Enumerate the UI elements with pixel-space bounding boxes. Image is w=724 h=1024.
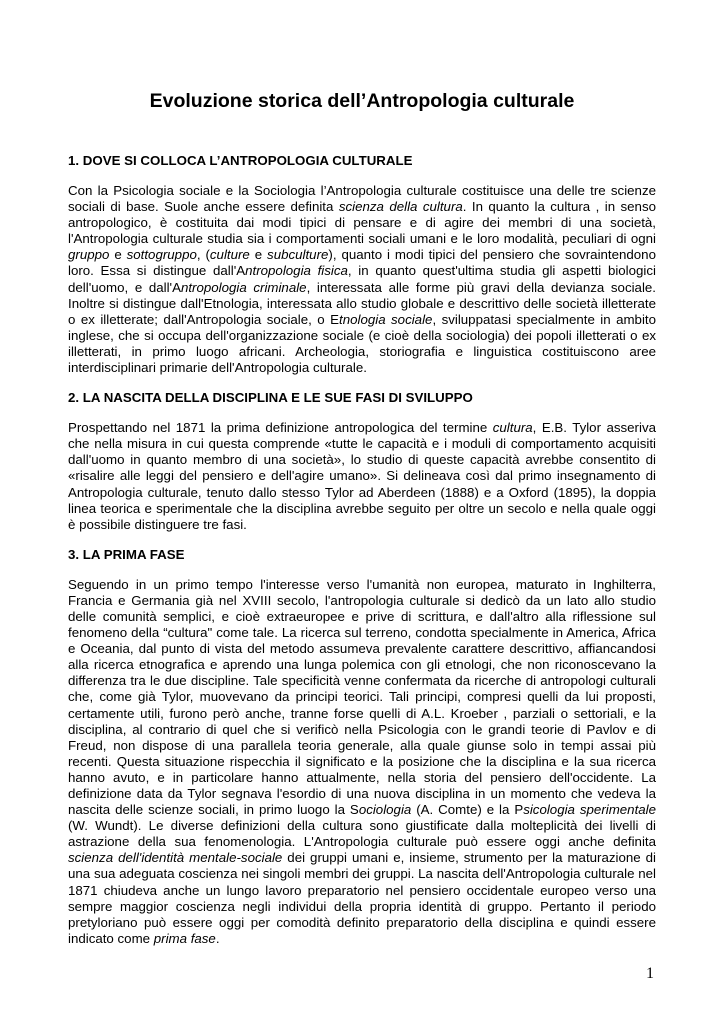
section-paragraph-1 xyxy=(68,183,656,376)
italic-text-run: culture xyxy=(209,247,250,263)
text-run: . xyxy=(215,930,220,946)
text-run: . In quanto la cultura , in senso antropologico, è costituita dai modi tipici di pensare e di agire dei membri di una società, l'Antropologia culturale studia sia i comportamenti sociali umani e le loro modalità, peculiari di ogni xyxy=(68,199,656,247)
section-paragraph-3 xyxy=(68,577,656,947)
text-run: e xyxy=(249,247,268,263)
section-heading-2: 2. LA NASCITA DELLA DISCIPLINA E LE SUE FASI DI SVILUPPO xyxy=(68,390,473,406)
page-title: Evoluzione storica dell’Antropologia culturale xyxy=(149,90,575,112)
italic-text-run: sicologia sperimentale xyxy=(523,802,657,818)
italic-text-run: ociologia xyxy=(358,802,412,818)
section-heading-3: 3. LA PRIMA FASE xyxy=(68,546,185,562)
text-run: e xyxy=(109,247,127,263)
italic-text-run: scienza della cultura xyxy=(338,199,463,215)
section-heading-1: 1. DOVE SI COLLOCA L’ANTROPOLOGIA CULTURALE xyxy=(68,153,413,168)
italic-text-run: tnologia sociale xyxy=(339,311,433,327)
italic-text-run: cultura xyxy=(492,420,533,436)
italic-text-run: sottogruppo xyxy=(126,247,197,263)
text-run: ), quanto i modi tipici del pensiero che sovraintendono loro. Essa si distingue dall'A xyxy=(68,247,656,279)
page-number: 1 xyxy=(646,965,654,982)
italic-text-run: scienza dell'identità mentale-sociale xyxy=(68,850,283,866)
italic-text-run: prima fase xyxy=(153,930,216,946)
section-paragraph-2 xyxy=(68,420,656,533)
document-body xyxy=(68,150,656,961)
italic-text-run: ntropologia fisica xyxy=(245,263,348,279)
text-run: , E.B. Tylor asseriva che nella misura in cui questa comprende «tutte le capacità e i moduli di comportamento acquisiti dall'uomo in quanto membro di una società», lo studio di queste capacità avrebbe consentito di «risalire alle leggi del pensiero e dell'agire umano». Si delineava così dal primo insegnamento di Antropologia culturale, tenuto dallo stesso Tylor ad Aberdeen (1888) e a Oxford (1895), la doppia linea teorica e sperimentale che la disciplina avrebbe seguito per oltre un secolo e nella quale oggi è possibile distinguere tre fasi. xyxy=(68,420,656,532)
italic-text-run: gruppo xyxy=(68,247,110,263)
text-run: Con la Psicologia sociale e la Sociologia l’Antropologia culturale costituisce una delle tre scienze sociali di base. Suole anche essere definita xyxy=(68,183,656,215)
text-run: Prospettando nel 1871 la prima definizione antropologica del termine xyxy=(68,420,493,436)
italic-text-run: ntropologia criminale xyxy=(180,279,307,295)
text-run: dei gruppi umani e, insieme, strumento per la maturazione di una sua adeguata coscienza nei singoli membri dei gruppi. La nascita dell'Antropologia culturale nel 1871 chiudeva anche un lungo lavoro preparatorio nel pensiero occidentale europeo verso una sempre maggior coscienza negli individui della propria identità di gruppo. Pertanto il periodo pretyloriano può essere oggi per comodità definito preparatorio della disciplina e quindi essere indicato come xyxy=(68,850,656,946)
text-run: , ( xyxy=(196,247,210,263)
text-run: (W. Wundt). Le diverse definizioni della cultura sono giustificate dalla molteplicità dei livelli di astrazione della sua fenomenologia. L'Antropologia culturale può essere oggi anche definita xyxy=(68,818,656,850)
text-run: Seguendo in un primo tempo l'interesse verso l'umanità non europea, maturato in Inghilterra, Francia e Germania già nel XVIII secolo, l'antropologia culturale si dedicò da un lato allo studio delle comunità semplici, e cioè extraeuropee e prive di scrittura, e dall'altro alla riflessione sul fenomeno della “cultura" come tale. La ricerca sul terreno, condotta specialmente in America, Africa e Oceania, dal punto di vista del metodo assumeva prevalente carattere descrittivo, affiancandosi alla ricerca etnografica e aprendo una lunga polemica con gli etnologi, che non riconoscevano la differenza tra le due discipline. Tale specificità venne confermata da ricerche di antropologi culturali che, come già Tylor, muovevano da principi teorici. Tali principi, compresi quelli da lui proposti, certamente utili, furono però anche, tranne forse quelli di A.L. Kroeber , parziali o settoriali, e la disciplina, al contrario di quel che si verificò nella Psicologia con le grandi teorie di Pavlov e di Freud, non dispose di una parallela teoria generale, alla quale giunse solo in tempi assai più recenti. Questa situazione rispecchia il significato e la posizione che la disciplina e la sua ricerca hanno avuto, e in particolare hanno attualmente, nella storia del pensiero dell'occidente. La definizione data da Tylor segnava l'esordio di una nuova disciplina in un momento che vedeva la nascita delle scienze sociali, in primo luogo la S xyxy=(68,576,656,818)
text-run: (A. Comte) e la P xyxy=(411,802,524,818)
italic-text-run: subculture xyxy=(267,247,329,263)
text-run: , sviluppatasi specialmente in ambito inglese, che si occupa dell'organizzazione sociale (e cioè della sociologia) dei popoli illetterati o ex illetterati, in primo luogo africani. Archeologia, storiografia e linguistica costituiscono aree interdisciplinari primarie dell'Antropologia culturale. xyxy=(68,311,656,376)
text-run: , interessata alle forme più gravi della devianza sociale. Inoltre si distingue dall'Etnologia, interessata allo studio globale e descrittivo delle società illetterate o ex illetterate; dall'Antropologia sociale, o E xyxy=(68,279,656,327)
text-run: , in quanto quest'ultima studia gli aspetti biologici dell'uomo, e dall'A xyxy=(68,263,656,295)
